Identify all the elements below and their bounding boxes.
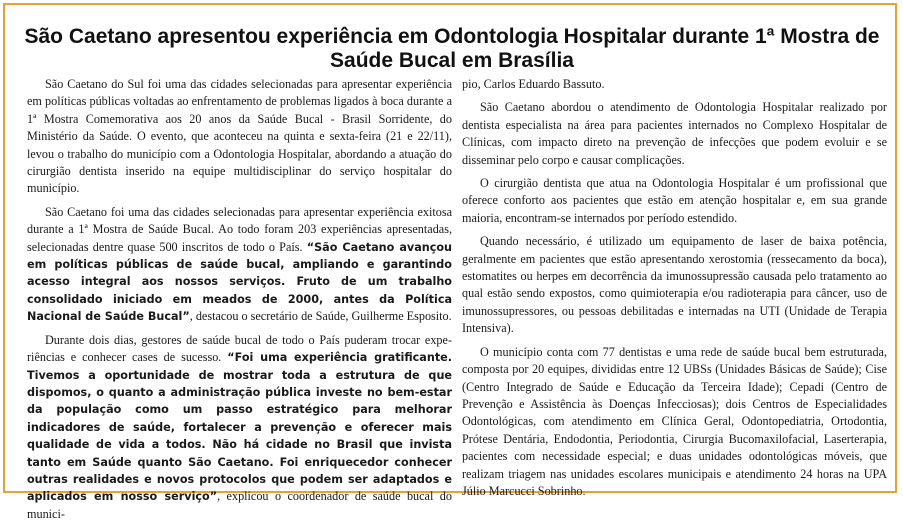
paragraph: Quando necessário, é utilizado um equipamento de laser de baixa potência, geralmente em pacientes que estão apresentando xerostomia (ressecamento da boca), estomatites ou herpes em decorrência da imunossupressão causada pelo tratamento ao qual estão sendo expostos, como quimioterapia e/ou radioterapia para câncer, uso de imunossupressores, ou pessoas debilitadas e internadas na UTI (Unidade de Terapia Intensiva). — [462, 234, 887, 336]
quote-bold: “Foi uma experiência gratificante. Tivemos a oportunidade de mostrar toda a estrutura de que dispomos, o quanto a administração pública investe no bem-estar da população como um passo estratégico para melhorar indicadores de saúde, fortalecer a prevenção e oferecer mais qualidade de vida a todos. Não há cidade no Brasil que invista tanto em Saúde quanto São Caetano. Foi enriquecedor conhecer outras realidades e novos protocolos que podem ser adaptados e aplicados em nosso serviço” — [27, 351, 453, 504]
paragraph — [27, 332, 452, 523]
paragraph-text: Durante dois dias, gestores de saúde bucal de todo o País puderam trocar experiências e conhecer cases de sucesso. — [27, 332, 452, 365]
paragraph-text: , explicou o coordenador de saúde bucal do munici- — [27, 489, 452, 521]
article-frame — [3, 3, 897, 521]
paragraph: São Caetano do Sul foi uma das cidades selecionadas para apresentar experiência em políticas públicas voltadas ao enfrentamento de problemas ligados à boca durante a 1ª Mostra Comemorativa aos 20 anos da Saúde Bucal - Brasil Sorridente, do Ministério da Saúde. O evento, que aconteceu na quinta e sexta-feira (21 e 22/11), levou o trabalho do município com a Odontologia Hospitalar, abordando a atuação do cirurgião dentista inserido na equipe multidisciplinar do serviço hospitalar do município. — [27, 77, 452, 196]
article-title: São Caetano apresentou experiência em Odontologia Hospitalar durante 1ª Mostra de Saúde Bucal em Brasília — [24, 25, 880, 72]
left-column — [27, 76, 452, 529]
quote-bold: “São Caetano avançou em políticas públicas de saúde bucal, ampliando e garantindo acesso integral aos nossos serviços. Fruto de um trabalho consolidado iniciado em meados de 2000, antes da Política Nacional de Saúde Bucal” — [27, 240, 453, 324]
paragraph-text: São Caetano foi uma das cidades selecionadas para apresentar experiência exitosa durante a 1ª Mostra de Saúde Bucal. Ao todo foram 203 experiências apresentadas, selecionadas dentre quase 500 inscritos de todo o País. — [27, 204, 452, 254]
paragraph-text: , destacou o secretário de Saúde, Guilherme Esposito. — [189, 309, 452, 324]
paragraph: pio, Carlos Eduardo Bassuto. — [462, 77, 605, 91]
right-column — [462, 76, 887, 506]
paragraph: O cirurgião dentista que atua na Odontologia Hospitalar é um profissional que oferece conforto aos pacientes que estão em atenção hospitalar e, em sua grande maioria, encontram-se internados por período estendido. — [462, 176, 887, 225]
paragraph: São Caetano abordou o atendimento de Odontologia Hospitalar realizado por dentista especialista na área para pacientes internados no Complexo Hospitalar de Clínicas, com impacto direto na prevenção de infecções que podem evoluir e se disseminar pelo corpo e causar complicações. — [462, 100, 887, 167]
paragraph: O município conta com 77 dentistas e uma rede de saúde bucal bem estruturada, composta por 20 equipes, divididas entre 12 UBSs (Unidades Básicas de Saúde); Cise (Centro Integrado de Saúde e Educação da Terceira Idade); Cepadi (Centro de Prevenção e Assistência às Doenças Infecciosas); dois Centros de Especialidades Odontológicas, com atendimento em Clínica Geral, Odontopediatria, Ortodontia, Prótese Dentária, Endodontia, Periodontia, Cirurgia Bucomaxilofacial, Laserterapia, pacientes com necessidade especial; e duas unidades odontológicas móveis, que realizam triagem nas unidades escolares municipais e atendimento 24 horas na UPA Júlio Marcucci Sobrinho. — [462, 344, 887, 498]
paragraph — [27, 204, 452, 326]
